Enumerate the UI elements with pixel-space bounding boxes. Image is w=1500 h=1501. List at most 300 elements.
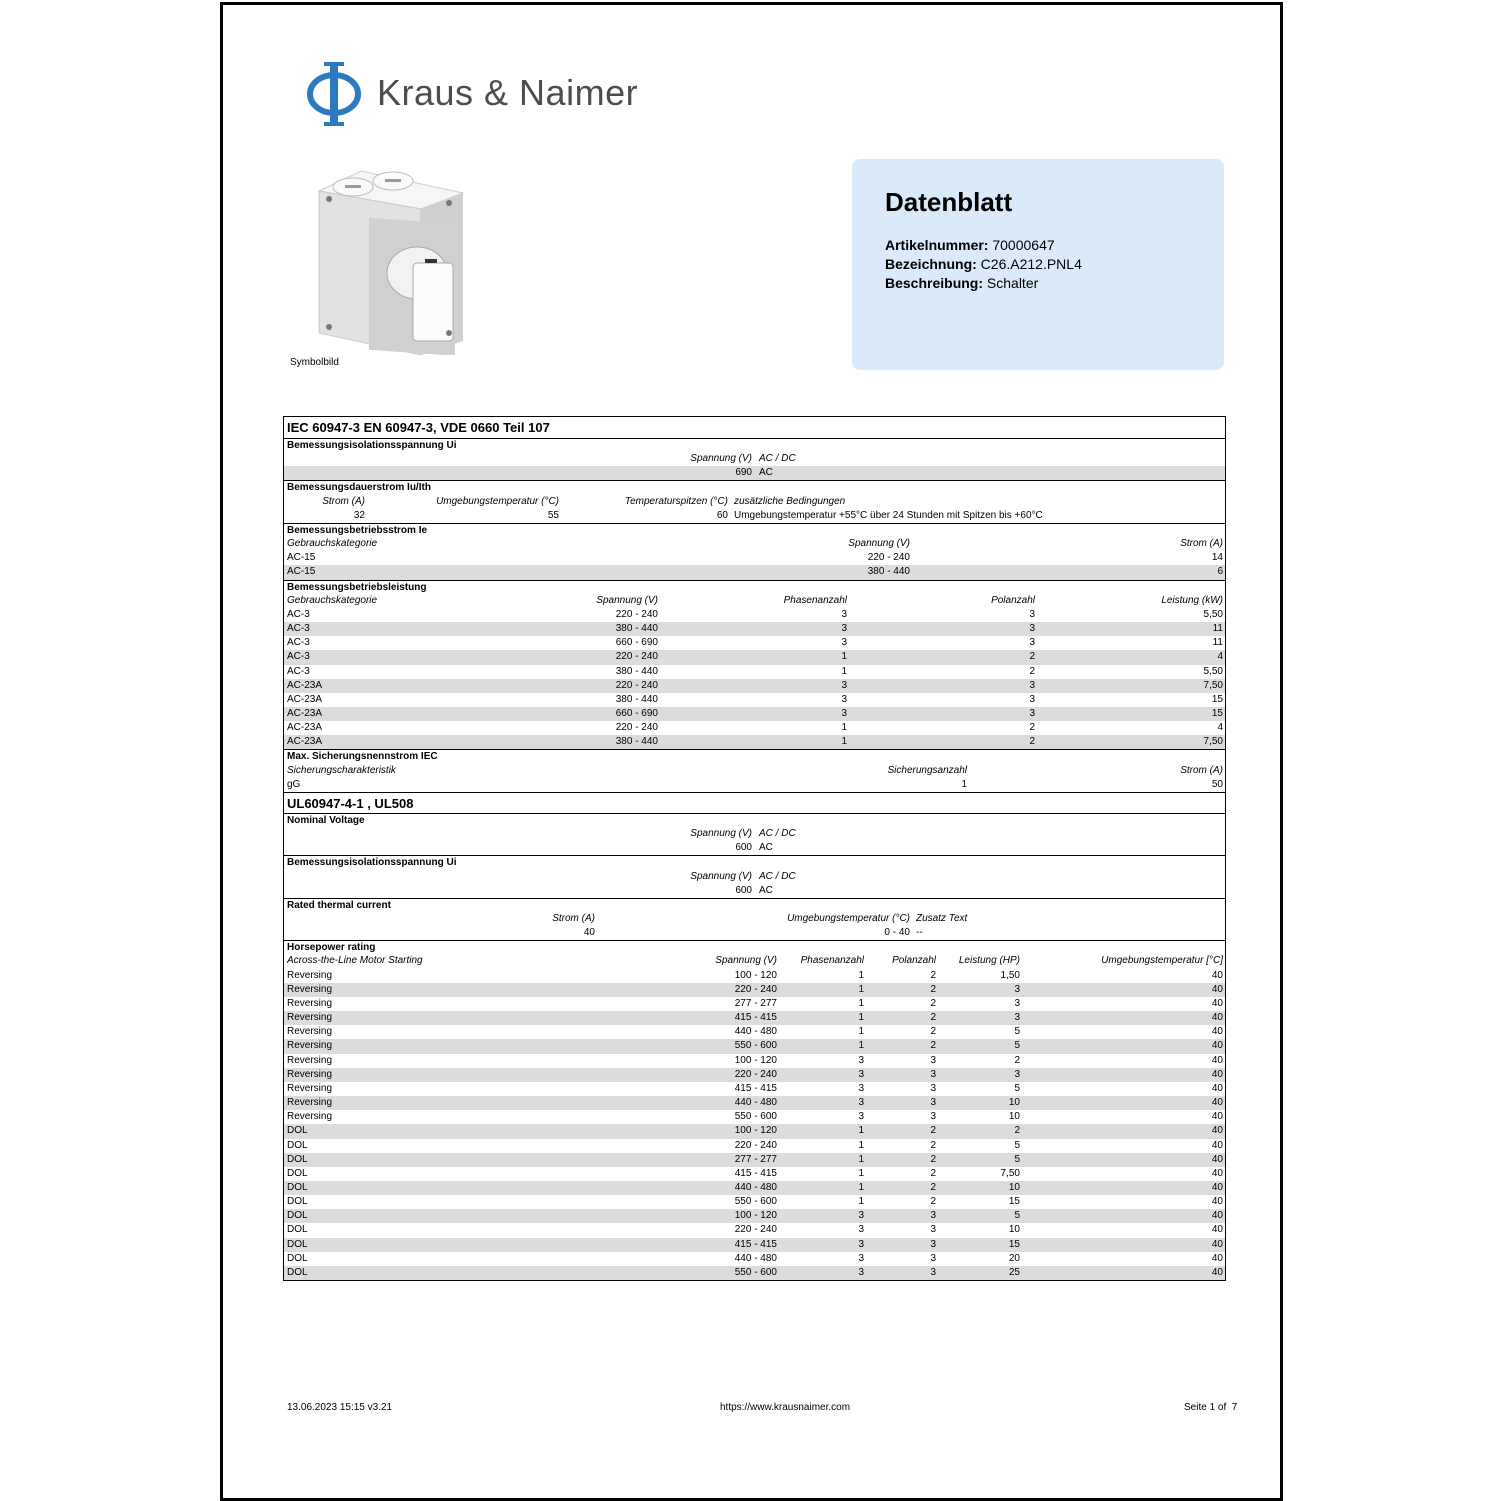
table-cell: 100 - 120 [734, 1125, 777, 1137]
table-cell: Reversing [287, 1068, 333, 1080]
table-cell: 7,50 [1203, 679, 1223, 691]
table-row [284, 551, 1225, 565]
footer-timestamp: 13.06.2023 15:15 v3.21 [287, 1402, 393, 1413]
table-cell: 40 [1211, 1252, 1223, 1264]
table-cell: 3 [930, 1224, 936, 1236]
table-cell: 2 [1014, 1125, 1020, 1137]
column-header: Spannung (V) [690, 828, 752, 840]
table-cell: 440 - 480 [734, 1181, 777, 1193]
section-heading [284, 749, 1225, 763]
column-header: Phasenanzahl [800, 955, 864, 967]
table-row [284, 884, 1225, 898]
table-cell: AC-15 [287, 552, 316, 564]
table-row [284, 735, 1225, 749]
table-cell: 220 - 240 [615, 722, 658, 734]
table-row [284, 1209, 1225, 1223]
table-cell: 3 [841, 608, 847, 620]
table-cell: DOL [287, 1224, 308, 1236]
column-header: Across-the-Line Motor Starting [287, 955, 423, 967]
column-header: Strom (A) [1180, 764, 1223, 776]
table-cell: 5 [1014, 1082, 1020, 1094]
column-header: AC / DC [759, 870, 796, 882]
table-cell: 40 [1211, 1196, 1223, 1208]
table-cell: Reversing [287, 997, 333, 1009]
table-row [284, 707, 1225, 721]
table-row [284, 1195, 1225, 1209]
table-cell: 15 [1008, 1238, 1020, 1250]
column-header: Gebrauchskategorie [287, 538, 378, 550]
table-cell: 220 - 240 [734, 1224, 777, 1236]
table-cell: 5 [1014, 1139, 1020, 1151]
brand-name: Kraus & Naimer [377, 72, 639, 113]
table-cell: 277 - 277 [734, 997, 777, 1009]
table-cell: DOL [287, 1181, 308, 1193]
table-cell: 2 [930, 997, 936, 1009]
table-cell: 550 - 600 [734, 1040, 777, 1052]
table-cell: 40 [1211, 1040, 1223, 1052]
table-cell: 40 [1211, 997, 1223, 1009]
section-title: Bemessungsbetriebsleistung [287, 581, 427, 593]
table-cell: DOL [287, 1252, 308, 1264]
table-cell: 2 [930, 1125, 936, 1137]
table-cell: 3 [1029, 623, 1035, 635]
table-cell: AC [759, 842, 773, 854]
table-cell: 5 [1014, 1026, 1020, 1038]
table-cell: 40 [1211, 1068, 1223, 1080]
table-cell: -- [916, 927, 923, 939]
footer-url[interactable]: https://www.krausnaimer.com [720, 1402, 851, 1413]
table-cell: Reversing [287, 1026, 333, 1038]
table-cell: 440 - 480 [734, 1026, 777, 1038]
table-cell: 3 [858, 1224, 864, 1236]
table-row [284, 622, 1225, 636]
table-cell: 3 [930, 1252, 936, 1264]
table-row [284, 969, 1225, 983]
table-cell: 3 [858, 1097, 864, 1109]
table-cell: 415 - 415 [734, 1012, 777, 1024]
table-cell: 55 [547, 509, 559, 521]
table-cell: 10 [1008, 1224, 1020, 1236]
table-cell: 2 [930, 1026, 936, 1038]
table-cell: 40 [1211, 1224, 1223, 1236]
section-title: Rated thermal current [287, 899, 391, 911]
table-cell: 10 [1008, 1181, 1020, 1193]
table-cell: 2 [930, 969, 936, 981]
table-cell: 1 [858, 969, 864, 981]
table-row [284, 679, 1225, 693]
description: Beschreibung: Schalter [885, 275, 1039, 291]
article-number: Artikelnummer: 70000647 [885, 237, 1055, 253]
table-cell: 380 - 440 [615, 623, 658, 635]
table-cell: 7,50 [1000, 1167, 1020, 1179]
section-title: Nominal Voltage [287, 814, 365, 826]
table-row [284, 997, 1225, 1011]
table-row [284, 665, 1225, 679]
table-cell: 550 - 600 [734, 1196, 777, 1208]
table-cell: 380 - 440 [867, 566, 910, 578]
column-header: AC / DC [759, 828, 796, 840]
table-cell: 40 [583, 927, 595, 939]
table-cell: 60 [716, 509, 728, 521]
column-header: Polanzahl [892, 955, 936, 967]
table-cell: 40 [1211, 1153, 1223, 1165]
table-cell: 3 [858, 1082, 864, 1094]
table-cell: AC [759, 467, 773, 479]
table-cell: 2 [930, 1040, 936, 1052]
table-cell: 2 [1029, 651, 1035, 663]
table-cell: 40 [1211, 1167, 1223, 1179]
table-cell: 1 [858, 1181, 864, 1193]
table-cell: 3 [930, 1068, 936, 1080]
table-cell: 1 [858, 1139, 864, 1151]
table-cell: Reversing [287, 1097, 333, 1109]
table-cell: 1 [841, 722, 847, 734]
section-heading [284, 898, 1225, 912]
table-cell: 4 [1217, 722, 1223, 734]
table-cell: DOL [287, 1210, 308, 1222]
table-cell: 3 [1029, 693, 1035, 705]
table-cell: 3 [1029, 608, 1035, 620]
table-cell: 3 [858, 1210, 864, 1222]
column-header: Leistung (HP) [958, 955, 1020, 967]
table-cell: 1 [841, 651, 847, 663]
table-cell: AC-3 [287, 665, 310, 677]
table-cell: 3 [1029, 637, 1035, 649]
section-heading [284, 940, 1225, 954]
table-row [284, 509, 1225, 523]
table-cell: 0 - 40 [884, 927, 910, 939]
table-cell: 3 [1014, 1068, 1020, 1080]
table-cell: 1 [858, 1012, 864, 1024]
column-header: Sicherungscharakteristik [287, 764, 396, 776]
table-cell: 10 [1008, 1111, 1020, 1123]
table-cell: 380 - 440 [615, 736, 658, 748]
table-row [284, 1266, 1225, 1280]
table-cell: AC [759, 884, 773, 896]
table-cell: 2 [1029, 736, 1035, 748]
table-cell: 3 [841, 679, 847, 691]
table-cell: 2 [930, 983, 936, 995]
table-row [284, 693, 1225, 707]
table-cell: 100 - 120 [734, 1054, 777, 1066]
table-cell: 3 [930, 1210, 936, 1222]
table-cell: AC-3 [287, 623, 310, 635]
table-row [284, 926, 1225, 940]
table-cell: DOL [287, 1153, 308, 1165]
table-cell: Umgebungstemperatur +55°C über 24 Stunden mit Spitzen bis +60°C [734, 509, 1043, 521]
table-cell: 2 [930, 1012, 936, 1024]
table-cell: 5,50 [1203, 608, 1223, 620]
table-cell: Reversing [287, 1111, 333, 1123]
table-cell: 380 - 440 [615, 665, 658, 677]
table-row [284, 466, 1225, 480]
table-cell: 3 [1029, 679, 1035, 691]
table-cell: 1 [841, 736, 847, 748]
table-cell: 40 [1211, 983, 1223, 995]
table-row [284, 721, 1225, 735]
column-header: zusätzliche Bedingungen [734, 495, 846, 507]
table-cell: 600 [735, 884, 752, 896]
column-header: Gebrauchskategorie [287, 594, 378, 606]
column-header: Umgebungstemperatur [°C] [1101, 955, 1223, 967]
section-heading [284, 438, 1225, 452]
table-row [284, 1025, 1225, 1039]
table-cell: 277 - 277 [734, 1153, 777, 1165]
table-cell: 440 - 480 [734, 1097, 777, 1109]
table-cell: 1 [858, 983, 864, 995]
table-cell: 2 [930, 1153, 936, 1165]
table-cell: 1 [858, 997, 864, 1009]
table-cell: DOL [287, 1139, 308, 1151]
product-photo [301, 163, 471, 355]
table-cell: 32 [353, 509, 365, 521]
column-header: Polanzahl [991, 594, 1035, 606]
table-cell: AC-3 [287, 651, 310, 663]
table-cell: 415 - 415 [734, 1082, 777, 1094]
table-row [284, 650, 1225, 664]
table-cell: 1 [841, 665, 847, 677]
table-cell: 220 - 240 [615, 679, 658, 691]
table-cell: 5 [1014, 1153, 1020, 1165]
table-cell: 220 - 240 [867, 552, 910, 564]
column-header-row [284, 594, 1225, 608]
table-cell: 40 [1211, 1266, 1223, 1278]
section-heading [284, 855, 1225, 869]
table-row [284, 1082, 1225, 1096]
table-cell: 550 - 600 [734, 1266, 777, 1278]
table-cell: 3 [930, 1082, 936, 1094]
standard-title: UL60947-4-1 , UL508 [287, 795, 414, 811]
table-row [284, 608, 1225, 622]
table-cell: 220 - 240 [615, 608, 658, 620]
table-cell: 3 [1014, 997, 1020, 1009]
table-row [284, 1181, 1225, 1195]
table-cell: 600 [735, 842, 752, 854]
column-header: Umgebungstemperatur (°C) [436, 495, 559, 507]
table-cell: 3 [858, 1252, 864, 1264]
specification-table [283, 416, 1226, 1281]
table-row [284, 778, 1225, 792]
table-cell: 15 [1211, 707, 1223, 719]
phi-logo-icon [305, 58, 365, 130]
table-row [284, 1223, 1225, 1237]
table-cell: 1 [961, 778, 967, 790]
table-cell: AC-3 [287, 637, 310, 649]
datasheet-page [220, 2, 1283, 1501]
table-cell: AC-3 [287, 608, 310, 620]
table-cell: 7,50 [1203, 736, 1223, 748]
table-cell: 40 [1211, 1181, 1223, 1193]
table-cell: AC-23A [287, 722, 323, 734]
section-title: Max. Sicherungsnennstrom IEC [287, 751, 438, 763]
table-cell: 40 [1211, 1210, 1223, 1222]
table-cell: 3 [858, 1266, 864, 1278]
table-cell: 40 [1211, 1125, 1223, 1137]
column-header-row [284, 764, 1225, 778]
table-cell: 1 [858, 1153, 864, 1165]
table-row [284, 1011, 1225, 1025]
column-header-row [284, 495, 1225, 509]
table-cell: 40 [1211, 1097, 1223, 1109]
table-cell: DOL [287, 1167, 308, 1179]
table-cell: 2 [930, 1196, 936, 1208]
table-cell: DOL [287, 1266, 308, 1278]
table-cell: 10 [1008, 1097, 1020, 1109]
table-cell: 220 - 240 [615, 651, 658, 663]
column-header-row [284, 537, 1225, 551]
table-row [284, 1153, 1225, 1167]
table-cell: 3 [858, 1054, 864, 1066]
table-cell: 550 - 600 [734, 1111, 777, 1123]
image-caption: Symbolbild [290, 357, 339, 368]
table-row [284, 1124, 1225, 1138]
column-header: Spannung (V) [690, 870, 752, 882]
table-cell: 3 [930, 1111, 936, 1123]
table-cell: Reversing [287, 1040, 333, 1052]
table-cell: 3 [841, 707, 847, 719]
table-cell: 3 [1029, 707, 1035, 719]
table-cell: DOL [287, 1196, 308, 1208]
table-cell: 220 - 240 [734, 1139, 777, 1151]
column-header-row [284, 452, 1225, 466]
column-header-row [284, 870, 1225, 884]
table-cell: 2 [1029, 722, 1035, 734]
table-cell: 40 [1211, 969, 1223, 981]
table-cell: DOL [287, 1125, 308, 1137]
table-cell: 15 [1211, 693, 1223, 705]
table-cell: gG [287, 778, 301, 790]
table-cell: 1 [858, 1125, 864, 1137]
section-heading [284, 580, 1225, 594]
standard-heading [284, 792, 1225, 813]
table-cell: AC-23A [287, 679, 323, 691]
table-cell: 3 [930, 1097, 936, 1109]
table-cell: 11 [1212, 623, 1223, 635]
column-header: Spannung (V) [848, 538, 910, 550]
table-cell: 2 [930, 1167, 936, 1179]
column-header: Spannung (V) [715, 955, 777, 967]
column-header: Phasenanzahl [783, 594, 847, 606]
datasheet-info-box [852, 159, 1224, 370]
table-row [284, 1238, 1225, 1252]
table-cell: 1,50 [1000, 969, 1020, 981]
column-header: Temperaturspitzen (°C) [624, 495, 728, 507]
table-cell: 2 [930, 1181, 936, 1193]
table-cell: 100 - 120 [734, 969, 777, 981]
table-cell: 415 - 415 [734, 1238, 777, 1250]
table-row [284, 636, 1225, 650]
section-title: Bemessungsisolationsspannung Ui [287, 857, 457, 869]
standard-heading [284, 417, 1225, 438]
column-header: Strom (A) [1180, 538, 1223, 550]
table-row [284, 1110, 1225, 1124]
designation: Bezeichnung: C26.A212.PNL4 [885, 256, 1082, 272]
table-cell: 3 [858, 1111, 864, 1123]
footer-page-number: Seite 1 of 7 [1184, 1402, 1238, 1413]
table-cell: 3 [841, 623, 847, 635]
column-header: Zusatz Text [916, 913, 968, 924]
table-cell: 1 [858, 1026, 864, 1038]
table-cell: 5 [1014, 1210, 1020, 1222]
table-cell: 380 - 440 [615, 693, 658, 705]
table-row [284, 565, 1225, 579]
table-cell: 440 - 480 [734, 1252, 777, 1264]
section-heading [284, 480, 1225, 494]
table-cell: 3 [1014, 1012, 1020, 1024]
table-row [284, 983, 1225, 997]
table-cell: 1 [858, 1196, 864, 1208]
table-cell: 15 [1008, 1196, 1020, 1208]
table-cell: 5,50 [1203, 665, 1223, 677]
table-cell: 40 [1211, 1238, 1223, 1250]
datasheet-title: Datenblatt [885, 187, 1013, 217]
table-cell: 1 [858, 1040, 864, 1052]
table-cell: 3 [858, 1068, 864, 1080]
column-header-row [284, 954, 1225, 968]
section-heading [284, 523, 1225, 537]
table-cell: AC-23A [287, 693, 323, 705]
table-cell: 11 [1212, 637, 1223, 649]
table-cell: 3 [930, 1054, 936, 1066]
table-cell: 3 [858, 1238, 864, 1250]
table-cell: 40 [1211, 1139, 1223, 1151]
table-row [284, 841, 1225, 855]
column-header: Umgebungstemperatur (°C) [787, 913, 910, 924]
table-row [284, 1096, 1225, 1110]
table-cell: 40 [1211, 1012, 1223, 1024]
section-title: Bemessungsbetriebsstrom Ie [287, 524, 428, 536]
table-cell: 14 [1211, 552, 1223, 564]
table-cell: DOL [287, 1238, 308, 1250]
table-cell: 2 [930, 1139, 936, 1151]
table-row [284, 1139, 1225, 1153]
table-cell: Reversing [287, 969, 333, 981]
table-cell: AC-23A [287, 736, 323, 748]
table-cell: 3 [930, 1238, 936, 1250]
column-header: Spannung (V) [690, 453, 752, 465]
table-cell: 6 [1217, 566, 1223, 578]
table-cell: Reversing [287, 1012, 333, 1024]
table-cell: 2 [1029, 665, 1035, 677]
table-cell: 3 [1014, 983, 1020, 995]
column-header-row [284, 912, 1225, 926]
table-cell: 40 [1211, 1111, 1223, 1123]
table-cell: Reversing [287, 1054, 333, 1066]
table-cell: 5 [1014, 1040, 1020, 1052]
column-header-row [284, 827, 1225, 841]
table-cell: 4 [1217, 651, 1223, 663]
table-cell: 25 [1008, 1266, 1020, 1278]
column-header: Sicherungsanzahl [887, 764, 967, 776]
table-cell: 20 [1008, 1252, 1020, 1264]
section-title: Bemessungsisolationsspannung Ui [287, 440, 457, 451]
table-cell: 415 - 415 [734, 1167, 777, 1179]
section-heading [284, 813, 1225, 827]
table-cell: Reversing [287, 983, 333, 995]
table-cell: Reversing [287, 1082, 333, 1094]
table-cell: 690 [735, 467, 752, 479]
table-cell: 50 [1211, 778, 1223, 790]
table-cell: 220 - 240 [734, 983, 777, 995]
table-cell: 660 - 690 [615, 637, 658, 649]
table-cell: 40 [1211, 1026, 1223, 1038]
column-header: Leistung (kW) [1161, 594, 1223, 606]
table-cell: 660 - 690 [615, 707, 658, 719]
table-cell: AC-15 [287, 566, 316, 578]
table-cell: 100 - 120 [734, 1210, 777, 1222]
table-cell: 1 [858, 1167, 864, 1179]
column-header: Strom (A) [552, 913, 595, 924]
